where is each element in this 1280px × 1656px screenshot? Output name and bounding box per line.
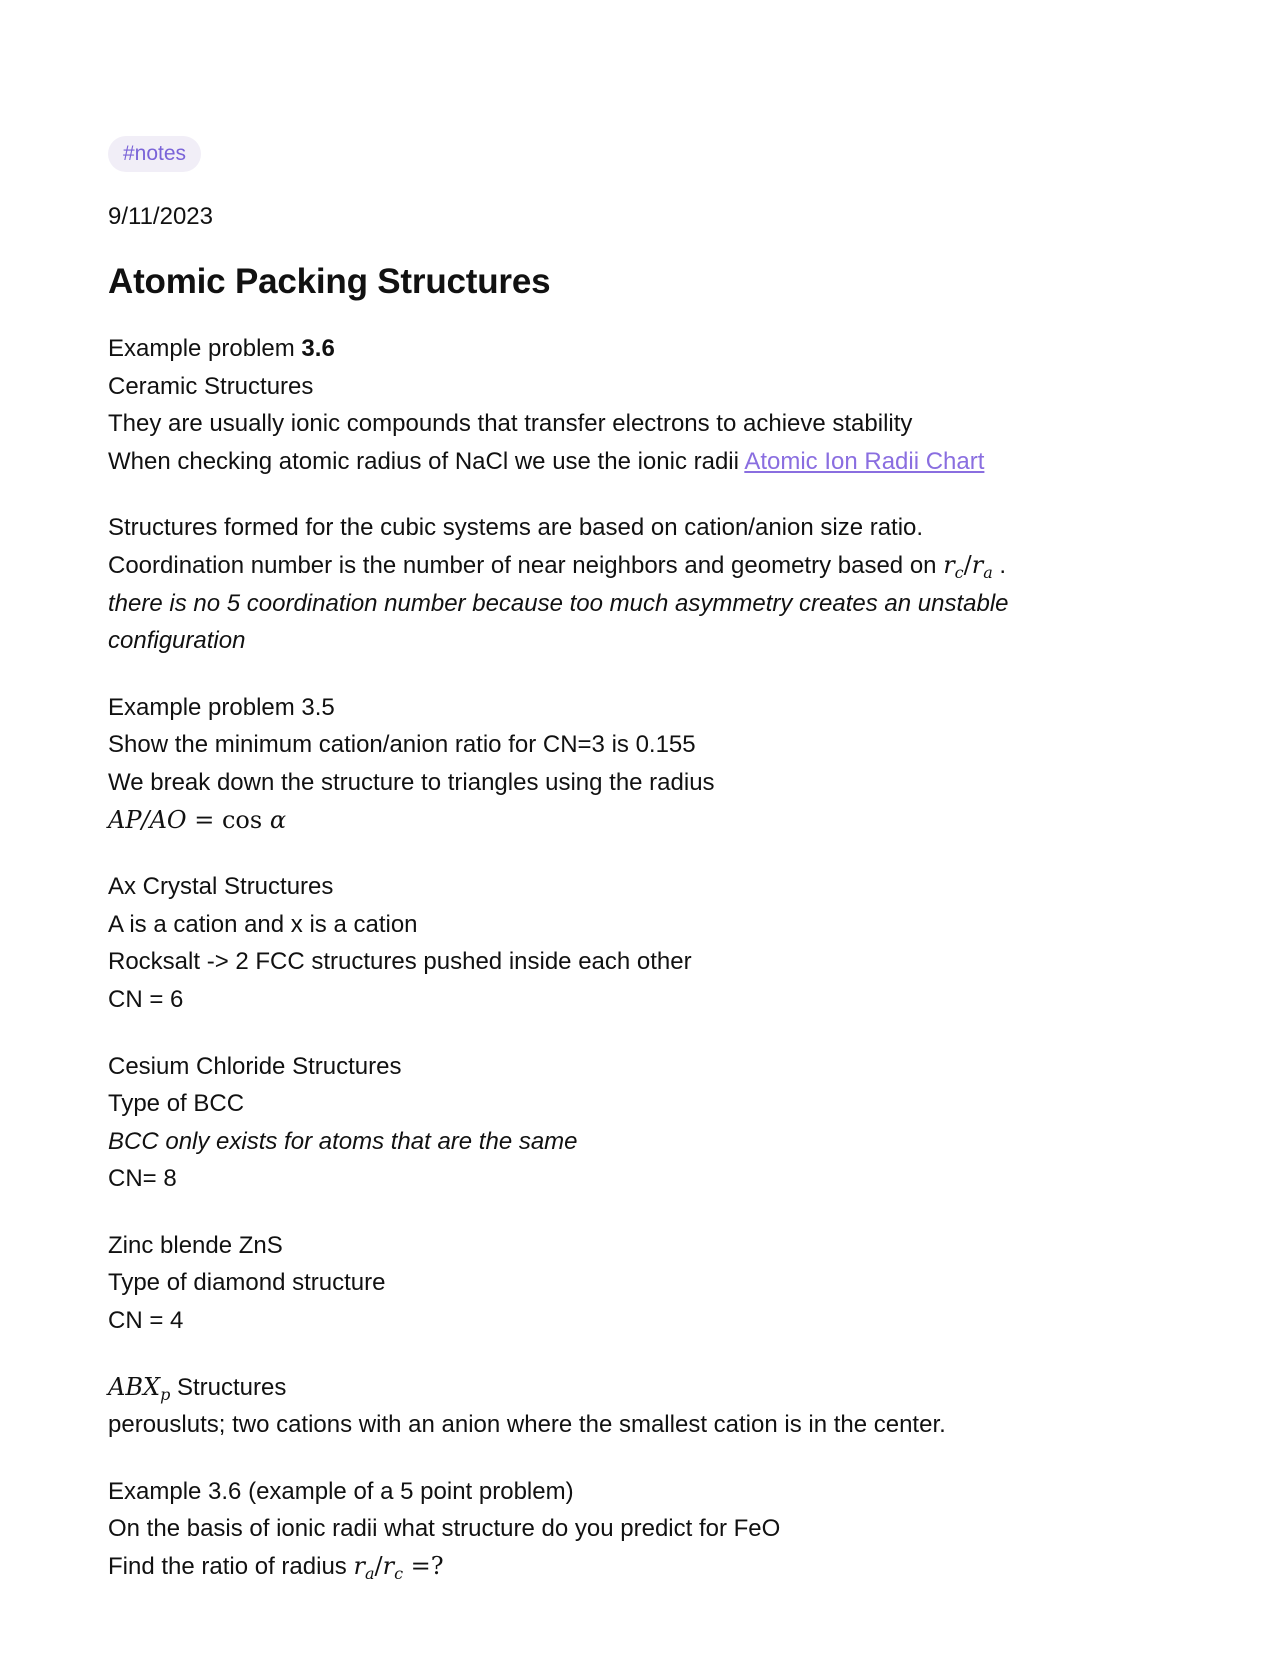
notes-tag[interactable]: #notes <box>108 136 201 172</box>
text-line: Ceramic Structures <box>108 372 314 400</box>
text-line: On the basis of ionic radii what structure do you predict for FeO <box>108 1515 781 1543</box>
text-line: Show the minimum cation/anion ratio for CN=3 is 0.155 <box>108 731 696 759</box>
text-line: A is a cation and x is a cation <box>108 910 418 938</box>
text-line: Type of diamond structure <box>108 1269 386 1297</box>
page-title: Atomic Packing Structures <box>108 262 551 301</box>
atomic-ion-radii-chart-link[interactable]: Atomic Ion Radii Chart <box>744 447 985 475</box>
text-line: Structures formed for the cubic systems are based on cation/anion size ratio. <box>108 514 924 542</box>
paragraph-ceramic-structures <box>108 330 1172 480</box>
text-line: Example 3.6 (example of a 5 point problem) <box>108 1477 574 1505</box>
text-line: perousluts; two cations with an anion where the smallest cation is in the center. <box>108 1411 946 1439</box>
paragraph-ax-crystal <box>108 868 1172 1018</box>
paragraph-abx-structures <box>108 1369 1172 1444</box>
text-line: Cesium Chloride Structures <box>108 1052 402 1080</box>
bold-text: 3.6 <box>301 335 335 362</box>
math-abxp: $ABX_p$ <box>108 1372 171 1404</box>
paragraph-cubic-systems <box>108 509 1172 659</box>
paragraph-example-3-6 <box>108 1473 1172 1586</box>
text-line: Zinc blende ZnS <box>108 1231 283 1259</box>
italic-note: there is no 5 coordination number because too much asymmetry creates an unstable configuration <box>108 589 1009 655</box>
text-line: Coordination number is the number of near neighbors and geometry based on $r_c/r_a$ . <box>108 550 1007 582</box>
text-line: Example problem 3.5 <box>108 693 335 721</box>
text-line: CN= 8 <box>108 1165 177 1193</box>
text-line: CN = 4 <box>108 1307 184 1335</box>
note-date: 9/11/2023 <box>108 203 213 230</box>
text-line: Ax Crystal Structures <box>108 873 334 901</box>
text-line: CN = 6 <box>108 985 184 1013</box>
text-line: They are usually ionic compounds that transfer electrons to achieve stability <box>108 410 913 438</box>
paragraph-zinc-blende <box>108 1227 1172 1340</box>
text-line: Find the ratio of radius $r_a/r_c$ =? <box>108 1552 444 1584</box>
math-ratio-rc-ra: $r_c/r_a$ <box>943 550 993 582</box>
text-line: We break down the structure to triangles using the radius <box>108 768 715 796</box>
paragraph-example-3-5 <box>108 689 1172 839</box>
math-ratio-ra-rc: $r_a/r_c$ =? <box>353 1552 444 1584</box>
text-line: $ABX_p$ Structures <box>108 1372 287 1404</box>
text-line: When checking atomic radius of NaCl we use the ionic radii Atomic Ion Radii Chart <box>108 447 985 475</box>
text-line: Rocksalt -> 2 FCC structures pushed inside each other <box>108 948 692 976</box>
italic-note: BCC only exists for atoms that are the same <box>108 1127 578 1155</box>
text-line: Example problem 3.6 <box>108 335 335 362</box>
text-line: Type of BCC <box>108 1090 245 1118</box>
math-equation: AP/AO = cos α <box>108 805 287 834</box>
paragraph-cesium-chloride <box>108 1048 1172 1198</box>
